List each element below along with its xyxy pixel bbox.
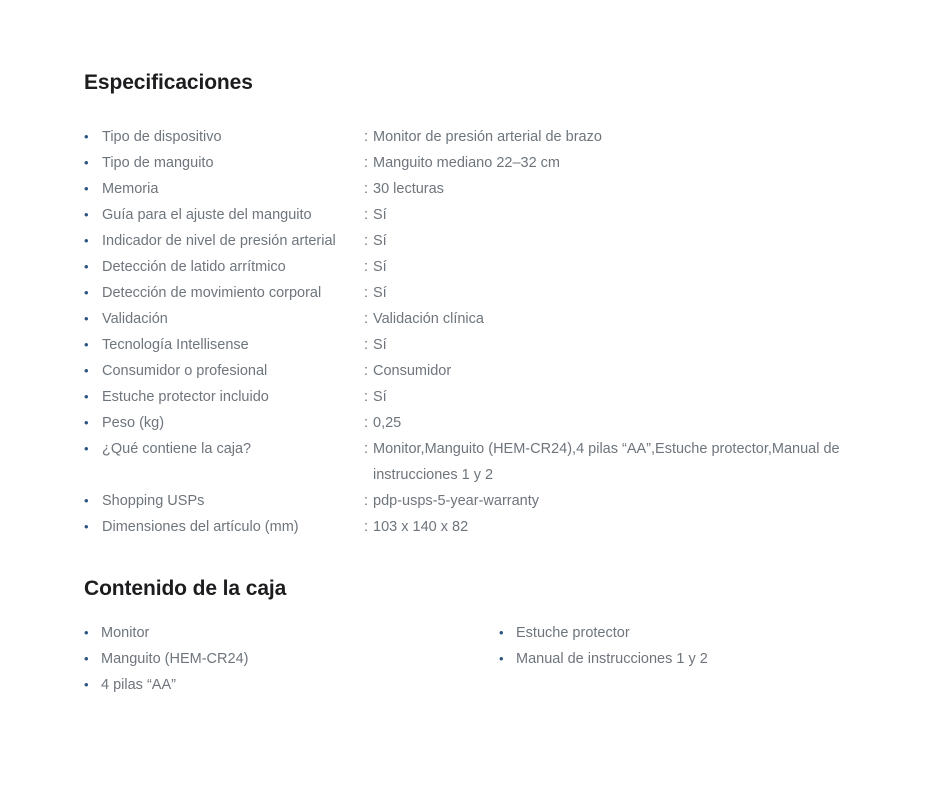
box-contents-heading: Contenido de la caja: [84, 577, 287, 600]
specification-label: Shopping USPs: [102, 493, 205, 509]
specification-value-group: [364, 410, 884, 436]
specification-value-group: [364, 254, 884, 280]
specification-value-group: [364, 514, 884, 540]
specification-value-group: [364, 124, 884, 150]
specification-colon: :: [364, 441, 369, 457]
specification-colon: :: [364, 337, 369, 353]
specification-value: 103 x 140 x 82: [373, 519, 469, 535]
box-contents-item-label: Manual de instrucciones 1 y 2: [516, 651, 708, 667]
specification-value-group: [364, 176, 884, 202]
specification-label: Tipo de manguito: [102, 155, 214, 171]
specification-colon: :: [364, 129, 369, 145]
bullet-icon: •: [84, 181, 89, 196]
box-contents-item: [84, 646, 499, 672]
bullet-icon: •: [84, 155, 89, 170]
bullet-icon: •: [84, 259, 89, 274]
specifications-list: [84, 124, 884, 540]
specification-colon: :: [364, 415, 369, 431]
bullet-icon: •: [84, 441, 89, 456]
specification-value: Sí: [373, 259, 387, 275]
bullet-icon: •: [84, 311, 89, 326]
specification-label: Dimensiones del artículo (mm): [102, 519, 299, 535]
specification-value-group: [364, 306, 884, 332]
specification-colon: :: [364, 233, 369, 249]
specification-row: [84, 176, 884, 202]
bullet-icon: •: [84, 389, 89, 404]
specifications-heading: Especificaciones: [84, 71, 253, 94]
specification-label: Peso (kg): [102, 415, 165, 431]
specification-value: Manguito mediano 22–32 cm: [373, 155, 561, 171]
bullet-icon: •: [84, 207, 89, 222]
specification-value-group: [364, 488, 884, 514]
bullet-icon: •: [84, 651, 89, 666]
box-contents-item: [84, 672, 499, 698]
specification-colon: :: [364, 259, 369, 275]
specification-row: [84, 228, 884, 254]
specification-colon: :: [364, 493, 369, 509]
specification-label: Tecnología Intellisense: [102, 337, 249, 353]
specification-value-group: [364, 436, 884, 488]
bullet-icon: •: [84, 285, 89, 300]
specification-value-group: [364, 150, 884, 176]
specification-value: Sí: [373, 389, 387, 405]
box-contents-columns: [84, 620, 884, 698]
specification-colon: :: [364, 155, 369, 171]
box-contents-left-list: [84, 620, 499, 698]
specification-value: 30 lecturas: [373, 181, 444, 197]
box-contents-right-column: [499, 620, 708, 698]
bullet-icon: •: [499, 625, 504, 640]
bullet-icon: •: [84, 493, 89, 508]
specification-value-group: [364, 228, 884, 254]
bullet-icon: •: [84, 415, 89, 430]
specification-label: Consumidor o profesional: [102, 363, 268, 379]
specification-value: 0,25: [373, 415, 402, 431]
specification-row: [84, 202, 884, 228]
box-contents-left-column: [84, 620, 499, 698]
specification-row: [84, 124, 884, 150]
specification-row: [84, 306, 884, 332]
specification-label: Detección de latido arrítmico: [102, 259, 286, 275]
box-contents-item-label: Monitor: [101, 625, 150, 641]
specification-value-group: [364, 332, 884, 358]
specification-row: [84, 358, 884, 384]
box-contents-item: [499, 620, 708, 646]
specification-row: [84, 514, 884, 540]
bullet-icon: •: [84, 363, 89, 378]
specification-value-group: [364, 202, 884, 228]
specification-value: Consumidor: [373, 363, 452, 379]
specification-label: Detección de movimiento corporal: [102, 285, 322, 301]
specification-label: Estuche protector incluido: [102, 389, 269, 405]
bullet-icon: •: [84, 129, 89, 144]
bullet-icon: •: [84, 233, 89, 248]
specification-row: [84, 410, 884, 436]
specification-row: [84, 332, 884, 358]
specification-colon: :: [364, 363, 369, 379]
specification-value: Sí: [373, 207, 387, 223]
specification-value: Validación clínica: [373, 311, 484, 327]
box-contents-item-label: 4 pilas “AA”: [101, 677, 176, 693]
specification-value: Monitor de presión arterial de brazo: [373, 129, 602, 145]
specification-colon: :: [364, 311, 369, 327]
box-contents-item: [499, 646, 708, 672]
specification-colon: :: [364, 389, 369, 405]
specification-row: [84, 280, 884, 306]
specification-colon: :: [364, 285, 369, 301]
specification-colon: :: [364, 181, 369, 197]
specification-row: [84, 384, 884, 410]
specification-value: Sí: [373, 233, 387, 249]
bullet-icon: •: [499, 651, 504, 666]
specification-colon: :: [364, 519, 369, 535]
specification-row: [84, 436, 884, 488]
specification-value-group: [364, 384, 884, 410]
specification-row: [84, 488, 884, 514]
box-contents-item-label: Estuche protector: [516, 625, 630, 641]
box-contents-item-label: Manguito (HEM-CR24): [101, 651, 249, 667]
specification-label: Memoria: [102, 181, 159, 197]
bullet-icon: •: [84, 337, 89, 352]
specification-row: [84, 150, 884, 176]
specification-row: [84, 254, 884, 280]
specification-colon: :: [364, 207, 369, 223]
specification-label: Indicador de nivel de presión arterial: [102, 233, 336, 249]
specification-value-group: [364, 358, 884, 384]
specification-value: pdp-usps-5-year-warranty: [373, 493, 540, 509]
box-contents-item: [84, 620, 499, 646]
specification-value-group: [364, 280, 884, 306]
specification-value: Sí: [373, 285, 387, 301]
specification-label: Guía para el ajuste del manguito: [102, 207, 312, 223]
specification-label: Validación: [102, 311, 168, 327]
specification-label: Tipo de dispositivo: [102, 129, 222, 145]
bullet-icon: •: [84, 519, 89, 534]
specification-value: Monitor,Manguito (HEM-CR24),4 pilas “AA”,Estuche protector,Manual de instrucciones 1 y 2: [373, 441, 840, 483]
bullet-icon: •: [84, 677, 89, 692]
specification-label: ¿Qué contiene la caja?: [102, 441, 252, 457]
specification-value: Sí: [373, 337, 387, 353]
bullet-icon: •: [84, 625, 89, 640]
box-contents-right-list: [499, 620, 708, 672]
